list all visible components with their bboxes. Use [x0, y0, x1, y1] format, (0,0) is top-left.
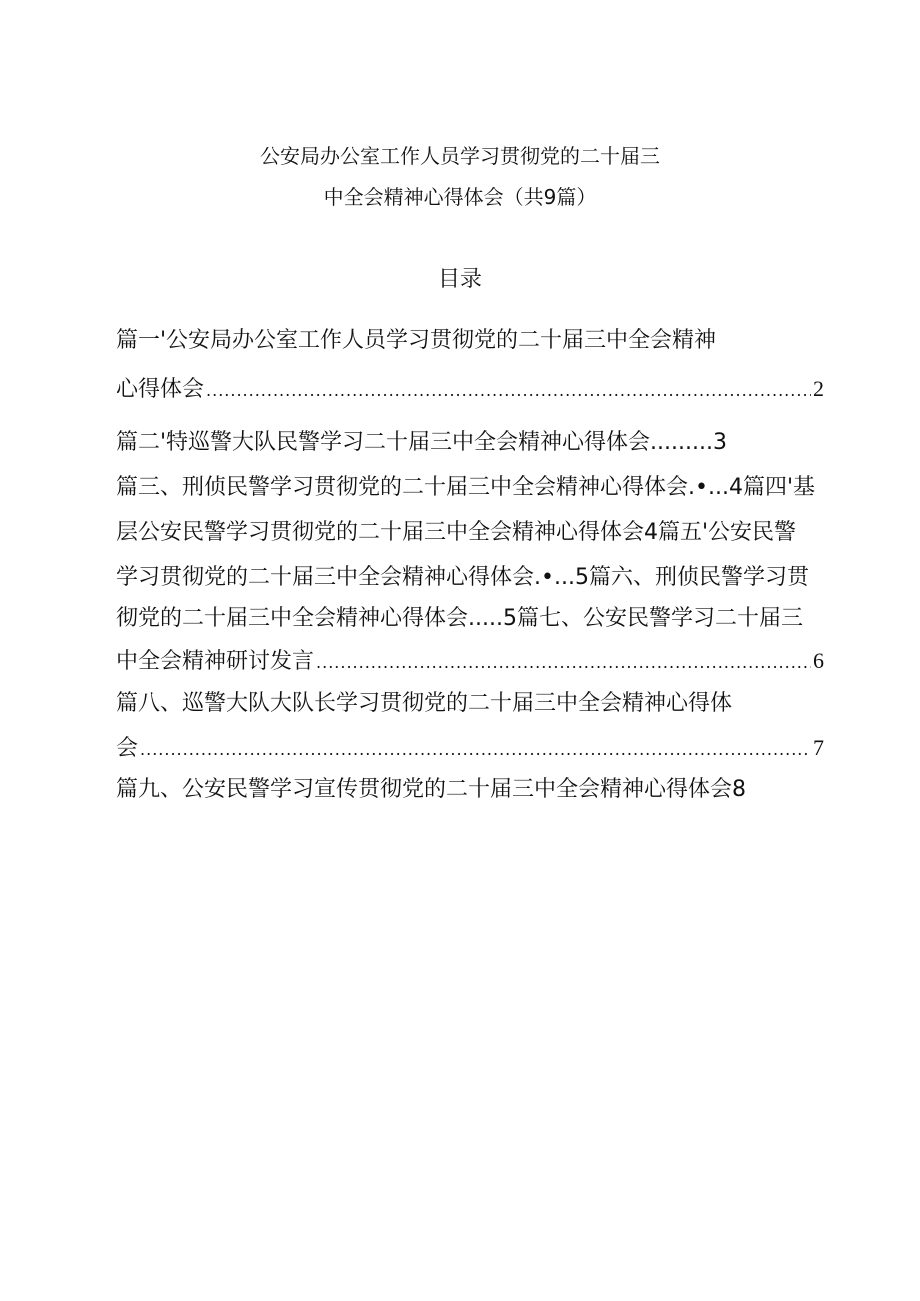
toc-page-number: 2	[813, 376, 824, 401]
dot-leader	[140, 734, 811, 766]
toc-line: 篇三、刑侦民警学习贯彻党的二十届三中全会精神心得体会.•...4篇四'基	[116, 475, 815, 500]
toc-entry	[116, 645, 824, 679]
toc-page-number: 7	[813, 735, 824, 760]
toc-line: 篇二'特巡警大队民警学习二十届三中全会精神心得体会.........3	[116, 430, 727, 455]
toc-line: 层公安民警学习贯彻党的二十届三中全会精神心得体会4篇五'公安民警	[116, 520, 797, 545]
toc-entry	[116, 373, 824, 407]
toc-entry	[116, 732, 824, 766]
toc-entry-text: 会	[116, 736, 139, 761]
toc-line: 彻党的二十届三中全会精神心得体会.....5篇七、公安民警学习二十届三	[116, 606, 803, 631]
dot-leader	[316, 647, 811, 679]
document-title-line-2: 中全会精神心得体会（共9篇）	[323, 185, 597, 209]
toc-heading: 目录	[437, 267, 482, 292]
toc-entry-text: 心得体会	[116, 377, 205, 402]
toc-line: 篇九、公安民警学习宣传贯彻党的二十届三中全会精神心得体会8	[116, 777, 746, 802]
document-title-line-1: 公安局办公室工作人员学习贯彻党的二十届三	[260, 144, 660, 168]
toc-line: 篇八、巡警大队大队长学习贯彻党的二十届三中全会精神心得体	[116, 691, 733, 716]
dot-leader	[206, 375, 811, 407]
toc-line: 篇一'公安局办公室工作人员学习贯彻党的二十届三中全会精神	[116, 328, 717, 353]
toc-page-number: 6	[813, 648, 824, 673]
toc-line: 学习贯彻党的二十届三中全会精神心得体会.•...5篇六、刑侦民警学习贯	[116, 565, 809, 590]
toc-entry-text: 中全会精神研讨发言	[116, 649, 315, 674]
